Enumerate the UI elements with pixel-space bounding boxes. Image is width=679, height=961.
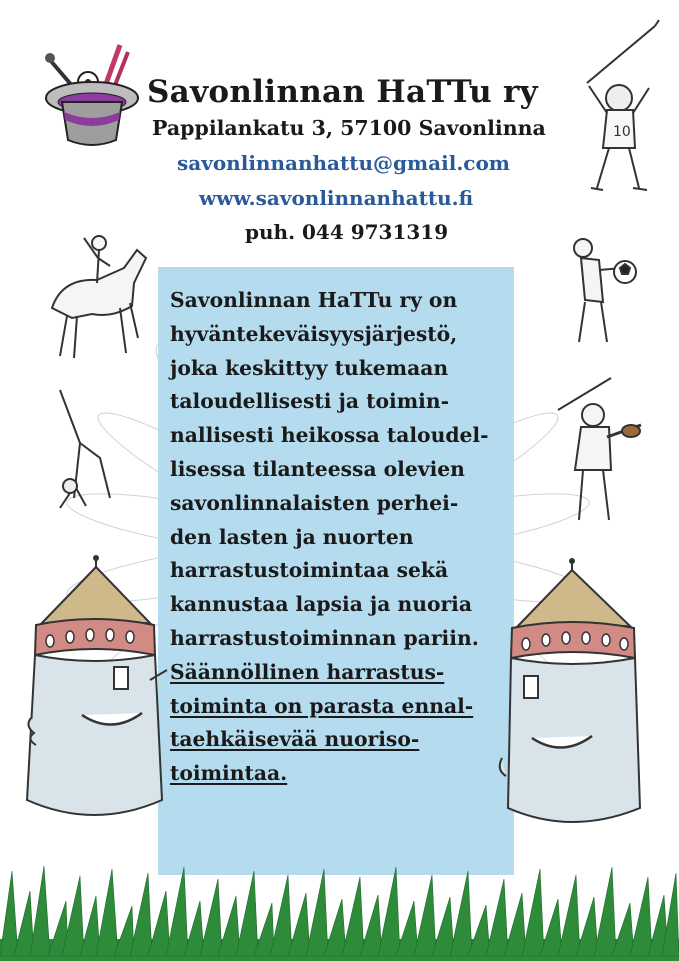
castle-tower-left-icon	[22, 555, 162, 835]
top-hat-logo-icon	[40, 40, 140, 150]
violinist-icon	[553, 375, 648, 530]
email-link[interactable]: savonlinnanhattu@gmail.com	[177, 151, 510, 175]
text-line: joka keskittyy tukemaan	[170, 355, 449, 380]
gymnast-icon	[52, 388, 122, 513]
soccer-player-icon	[563, 230, 643, 355]
grass-icon	[0, 861, 679, 961]
phone-number: puh. 044 9731319	[245, 220, 449, 244]
text-line: harrastustoimintaa sekä	[170, 558, 449, 583]
horse-rider-icon	[42, 228, 152, 368]
underlined-line: toiminta on parasta ennal-	[170, 693, 474, 718]
underlined-line: Säännöllinen harrastus-	[170, 659, 445, 684]
description	[170, 284, 515, 791]
text-line: Savonlinnan HaTTu ry on	[170, 288, 458, 312]
address: Pappilankatu 3, 57100 Savonlinna	[152, 116, 546, 140]
text-line: lisessa tilanteessa olevien	[170, 456, 465, 481]
text-line: hyväntekeväisyysjärjestö,	[170, 321, 458, 346]
underlined-line: taehkäisevää nuoriso-	[170, 727, 420, 752]
castle-tower-right-icon	[502, 558, 662, 838]
website-link[interactable]: www.savonlinnanhattu.fi	[199, 186, 474, 210]
text-line: den lasten ja nuorten	[170, 524, 414, 549]
underlined-line: toimintaa.	[170, 761, 288, 786]
text-line: nallisesti heikossa taloudel-	[170, 423, 489, 448]
text-line: harrastustoiminnan pariin.	[170, 625, 479, 650]
hockey-player-icon	[567, 18, 662, 193]
text-line: kannustaa lapsia ja nuoria	[170, 592, 473, 617]
organization-title: Savonlinnan HaTTu ry	[147, 74, 538, 110]
text-line: taloudellisesti ja toimin-	[170, 389, 450, 414]
text-line: savonlinnalaisten perhei-	[170, 490, 459, 515]
svg-text:10: 10	[613, 124, 631, 140]
